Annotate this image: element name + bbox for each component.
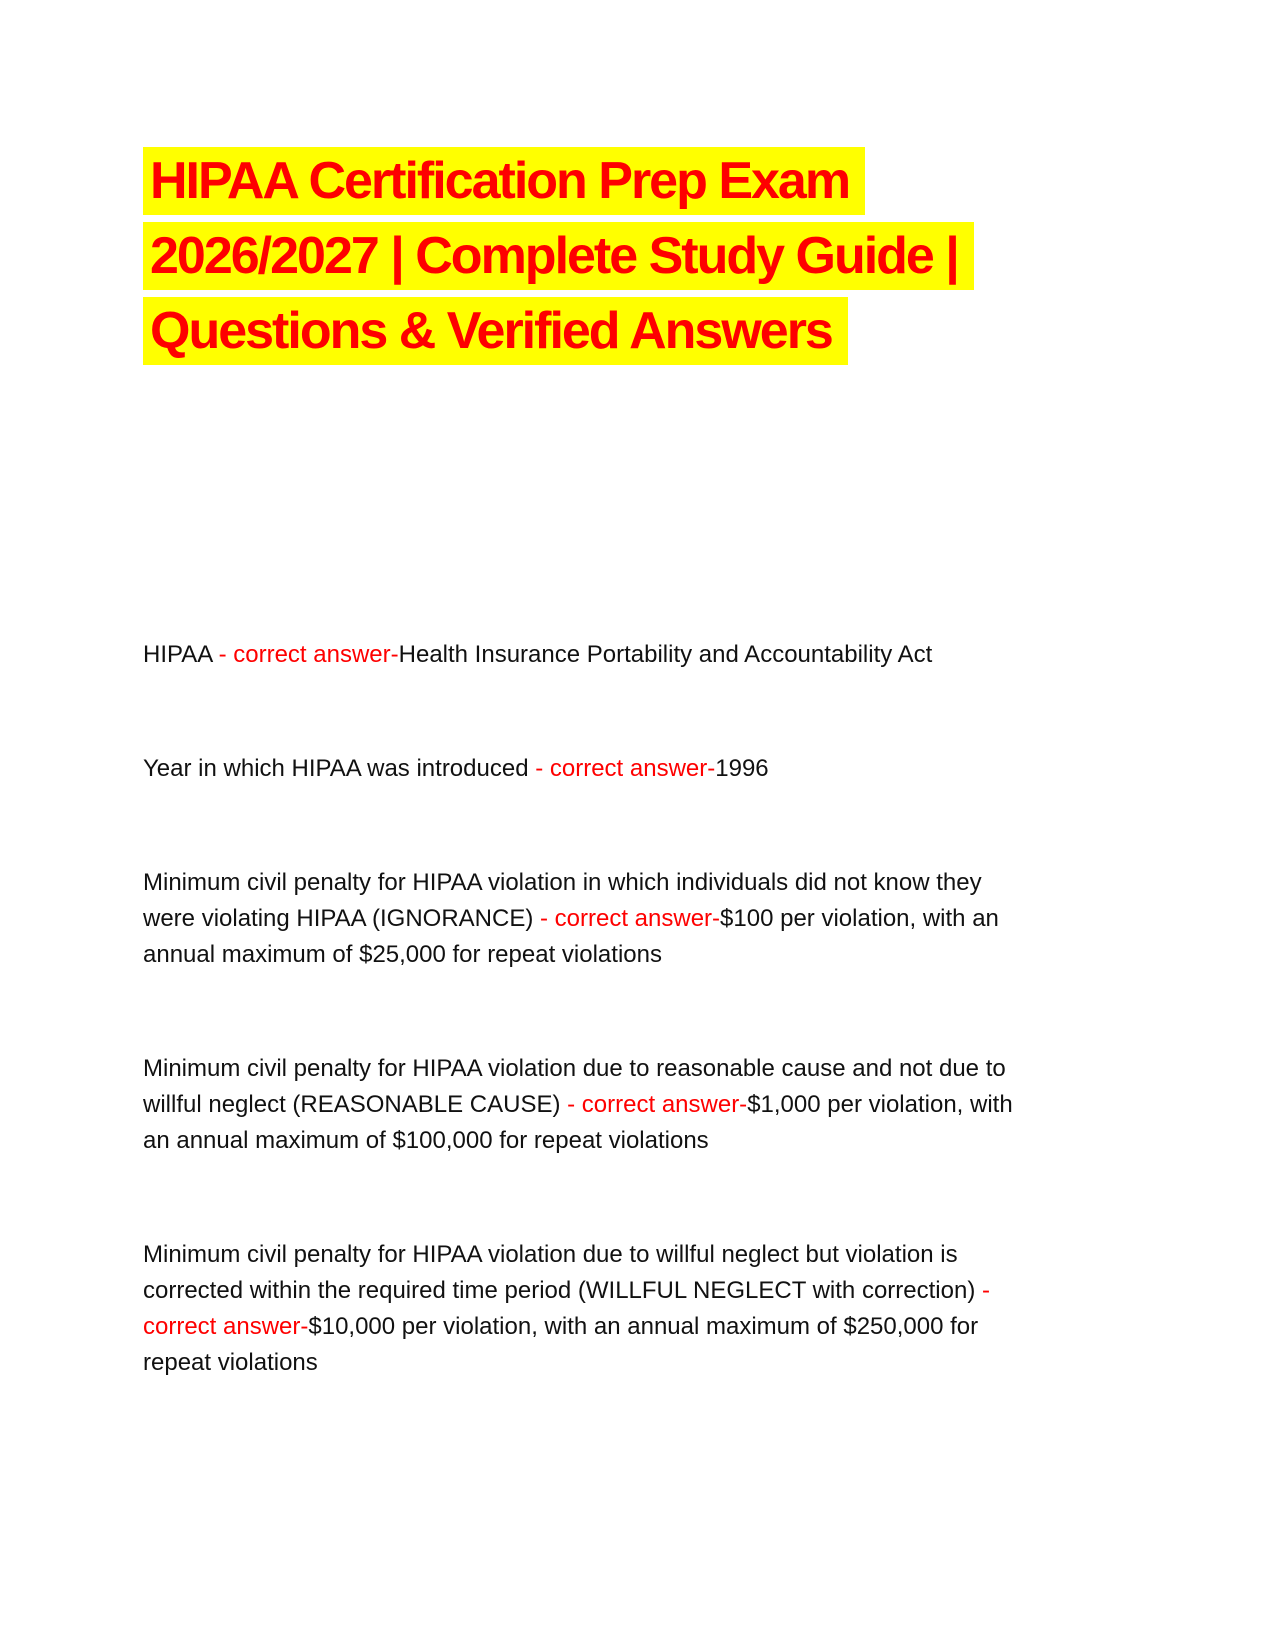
qa-text-segment: $100 per violation, with an: [720, 905, 999, 932]
title-line-3-highlight: Questions & Verified Answers: [143, 297, 848, 365]
qa-text-segment: HIPAA: [143, 641, 219, 668]
correct-answer-marker: -: [981, 1277, 990, 1304]
qa-block: [143, 1051, 1180, 1159]
qa-block: [143, 637, 1180, 673]
qa-text-segment: repeat violations: [143, 1349, 318, 1376]
qa-line: [143, 637, 1180, 673]
qa-line: [143, 751, 1180, 787]
qa-line: [143, 1309, 1180, 1345]
title-line-1-highlight: HIPAA Certification Prep Exam: [143, 147, 865, 215]
qa-text-segment: willful neglect (REASONABLE CAUSE): [143, 1091, 568, 1118]
qa-line: [143, 901, 1180, 937]
qa-line: [143, 1273, 1180, 1309]
qa-block: [143, 865, 1180, 973]
qa-text-segment: annual maximum of $25,000 for repeat violations: [143, 941, 662, 968]
qa-text-segment: Year in which HIPAA was introduced: [143, 755, 536, 782]
qa-line: [143, 1345, 1180, 1381]
qa-text-segment: 1996: [715, 755, 769, 782]
qa-text-segment: Minimum civil penalty for HIPAA violation due to willful neglect but violation is: [143, 1241, 958, 1268]
qa-line: [143, 1051, 1180, 1087]
qa-text-segment: $1,000 per violation, with: [747, 1091, 1013, 1118]
title-line-1: [143, 147, 1180, 215]
qa-section: [143, 637, 1180, 1381]
qa-text-segment: Minimum civil penalty for HIPAA violation in which individuals did not know they: [143, 869, 982, 896]
title-line-3: [143, 297, 1180, 365]
qa-text-segment: were violating HIPAA (IGNORANCE): [143, 905, 540, 932]
qa-text-segment: corrected within the required time period (WILLFUL NEGLECT with correction): [143, 1277, 982, 1304]
correct-answer-marker: correct answer-: [143, 1313, 309, 1340]
qa-line: [143, 1087, 1180, 1123]
qa-text-segment: $10,000 per violation, with an annual maximum of $250,000 for: [308, 1313, 979, 1340]
qa-line: [143, 865, 1180, 901]
qa-block: [143, 1237, 1180, 1381]
qa-line: [143, 937, 1180, 973]
qa-text-segment: Health Insurance Portability and Accountability Act: [398, 641, 933, 668]
title-line-2: [143, 222, 1180, 290]
correct-answer-marker: - correct answer-: [567, 1091, 748, 1118]
correct-answer-marker: - correct answer-: [540, 905, 721, 932]
qa-line: [143, 1237, 1180, 1273]
qa-text-segment: Minimum civil penalty for HIPAA violation due to reasonable cause and not due to: [143, 1055, 1006, 1082]
qa-text-segment: an annual maximum of $100,000 for repeat violations: [143, 1127, 709, 1154]
title-line-2-highlight: 2026/2027 | Complete Study Guide |: [143, 222, 974, 290]
correct-answer-marker: - correct answer-: [218, 641, 399, 668]
correct-answer-marker: - correct answer-: [535, 755, 716, 782]
qa-block: [143, 751, 1180, 787]
qa-line: [143, 1123, 1180, 1159]
document-title: [143, 147, 1180, 365]
